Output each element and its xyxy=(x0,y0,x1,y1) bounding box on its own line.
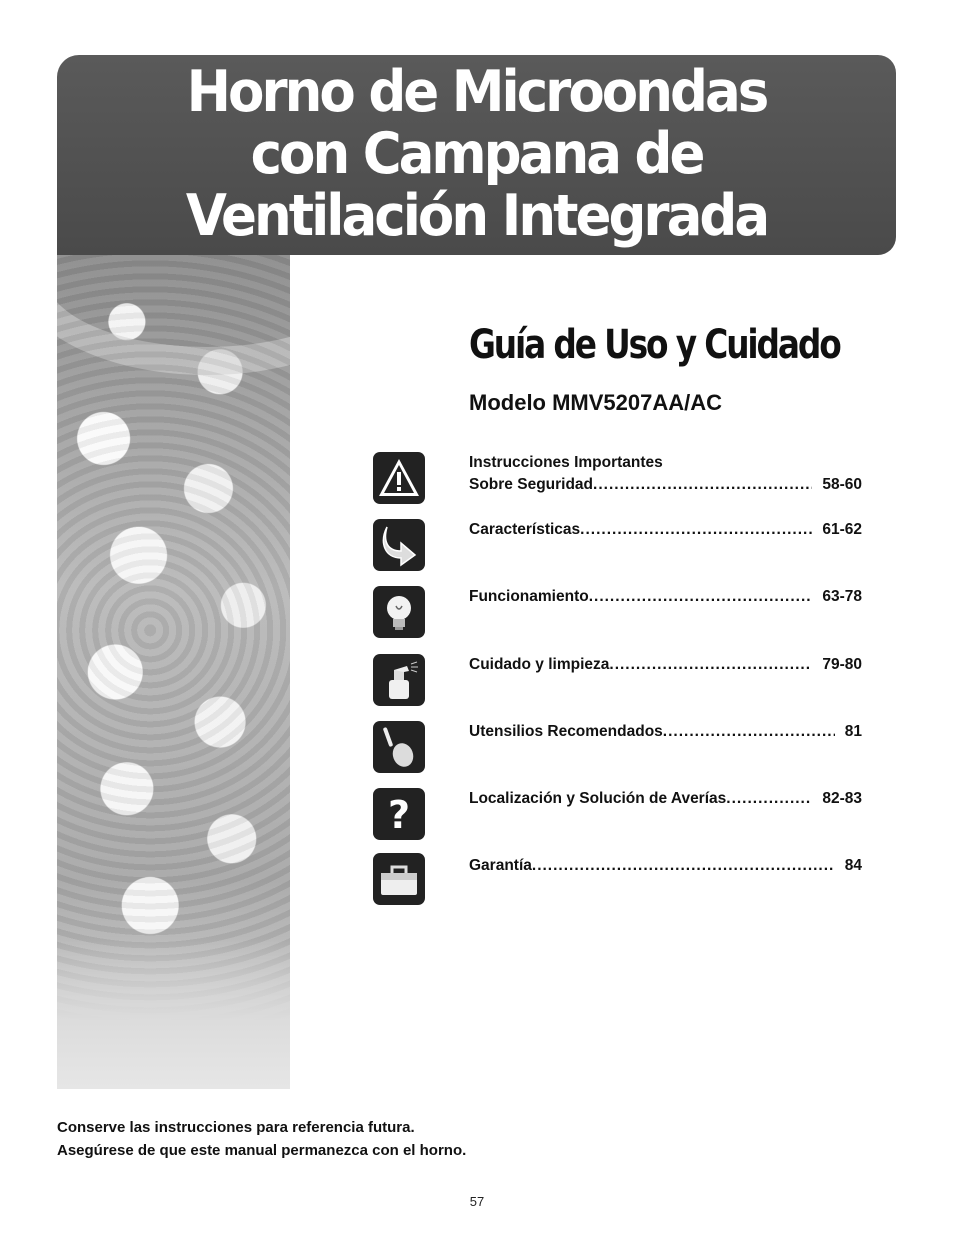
toc-label: Funcionamiento xyxy=(469,588,589,605)
toc-entry-utensils[interactable] xyxy=(469,721,862,743)
toc-label: Características xyxy=(469,521,581,538)
question-icon xyxy=(373,788,425,840)
toc-entry-safety[interactable] xyxy=(469,452,862,496)
footer-note xyxy=(57,1116,466,1162)
toc-pages: 58-60 xyxy=(822,476,862,493)
footer-line-2: Asegúrese de que este manual permanezca con el horno. xyxy=(57,1142,467,1159)
toc-pages: 82-83 xyxy=(822,790,862,807)
arrow-icon xyxy=(373,519,425,571)
guide-title: Guía de Uso y Cuidado xyxy=(469,322,840,368)
toc-pages: 79-80 xyxy=(822,656,862,673)
warning-icon xyxy=(373,452,425,504)
title-line-3: Ventilación Integrada xyxy=(185,183,768,249)
popcorn-photo xyxy=(57,255,290,1089)
toc-label: Sobre Seguridad xyxy=(469,476,594,493)
toc-entry-warranty[interactable] xyxy=(469,855,862,877)
svg-text:?: ? xyxy=(387,793,411,836)
toc-pages: 63-78 xyxy=(822,588,862,605)
lightbulb-icon xyxy=(373,586,425,638)
spoon-icon xyxy=(373,721,425,773)
toolbox-icon xyxy=(373,853,425,905)
model-number: Modelo MMV5207AA/AC xyxy=(469,390,723,415)
toc-label: Garantía xyxy=(469,857,532,874)
document-title xyxy=(86,61,866,247)
title-line-1: Horno de Microondas xyxy=(186,59,767,125)
toc-entry-operation[interactable] xyxy=(469,586,862,608)
toc-pages: 61-62 xyxy=(822,521,862,538)
toc-entry-troubleshooting[interactable] xyxy=(469,788,862,810)
toc-label: Cuidado y limpieza xyxy=(469,656,610,673)
toc-entry-cleaning[interactable] xyxy=(469,654,862,676)
toc-label: Utensilios Recomendados xyxy=(469,723,663,740)
spray-bottle-icon xyxy=(373,654,425,706)
title-banner xyxy=(57,55,896,255)
toc-entry-features[interactable] xyxy=(469,519,862,541)
footer-line-1: Conserve las instrucciones para referencia futura. xyxy=(57,1119,415,1136)
title-line-2: con Campana de xyxy=(250,121,703,187)
toc-line: Instrucciones Importantes xyxy=(469,454,663,471)
toc-label: Localización y Solución de Averías xyxy=(469,790,727,807)
toc-pages: 84 xyxy=(844,857,862,874)
toc-pages: 81 xyxy=(844,723,862,740)
page-number: 57 xyxy=(469,1194,485,1209)
